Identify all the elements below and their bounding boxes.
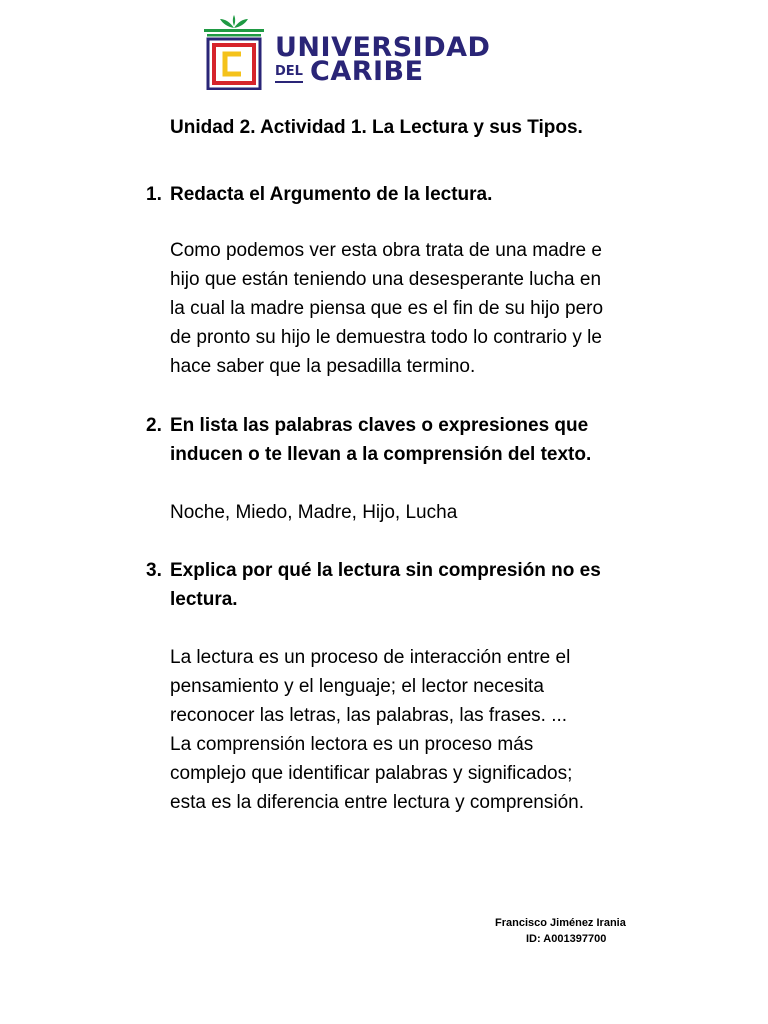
logo-wordmark bbox=[275, 34, 505, 90]
question-number: 2. bbox=[146, 415, 162, 436]
answer-line: la cual la madre piensa que es el fin de su hijo pero bbox=[170, 298, 604, 319]
question-number: 1. bbox=[146, 184, 162, 205]
university-logo bbox=[203, 14, 503, 90]
answer-line: Noche, Miedo, Madre, Hijo, Lucha bbox=[170, 502, 458, 523]
answer-line: La comprensión lectora es un proceso más bbox=[170, 734, 534, 755]
answer-line: Como podemos ver esta obra trata de una madre e bbox=[170, 240, 602, 261]
answer-1 bbox=[170, 236, 670, 381]
answer-line: pensamiento y el lenguaje; el lector necesita bbox=[170, 676, 544, 697]
page-title: Unidad 2. Actividad 1. La Lectura y sus Tipos. bbox=[170, 117, 583, 138]
question-3 bbox=[146, 556, 646, 614]
author-name: Francisco Jiménez Irania bbox=[495, 917, 626, 929]
answer-3 bbox=[170, 643, 670, 817]
answer-line: hace saber que la pesadilla termino. bbox=[170, 356, 476, 377]
logo-text-line1: UNIVERSIDAD bbox=[275, 32, 491, 63]
question-1 bbox=[146, 180, 646, 209]
answer-2 bbox=[170, 498, 670, 527]
question-text: Redacta el Argumento de la lectura. bbox=[170, 184, 493, 205]
question-text: Explica por qué la lectura sin compresión no es lectura. bbox=[170, 560, 601, 610]
answer-line: reconocer las letras, las palabras, las frases. ... bbox=[170, 705, 568, 726]
question-text: En lista las palabras claves o expresiones que inducen o te llevan a la comprensión del texto. bbox=[170, 415, 592, 465]
logo-text-del: DEL bbox=[275, 63, 303, 83]
answer-line: La lectura es un proceso de interacción entre el bbox=[170, 647, 571, 668]
logo-emblem-icon bbox=[203, 14, 265, 90]
answer-line: complejo que identificar palabras y significados; bbox=[170, 763, 573, 784]
question-2 bbox=[146, 411, 646, 469]
logo-text-line2: CARIBE bbox=[310, 56, 424, 87]
author-id: ID: A001397700 bbox=[526, 933, 607, 945]
question-number: 3. bbox=[146, 560, 162, 581]
answer-line: de pronto su hijo le demuestra todo lo contrario y le bbox=[170, 327, 602, 348]
answer-line: esta es la diferencia entre lectura y comprensión. bbox=[170, 792, 584, 813]
answer-line: hijo que están teniendo una desesperante lucha en bbox=[170, 269, 602, 290]
